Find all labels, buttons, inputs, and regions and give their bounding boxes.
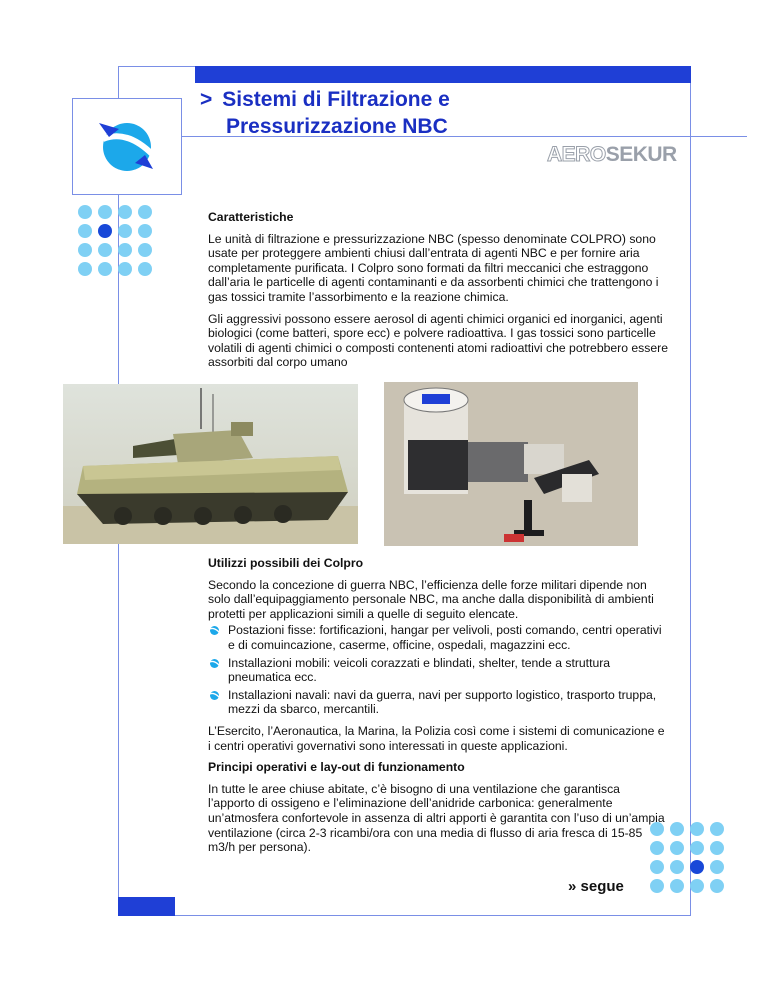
dot [118,205,132,219]
brand-aero: AERO [547,143,606,166]
paragraph: Gli aggressivi possono essere aerosol di agenti chimici organici ed inorganici, agenti biologici (come batteri, spore ecc) e polvere radioattiva. I gas tossici sono particelle volatili di agenti chimici o composti contenenti atomi radioattivi che potrebbero essere assorbiti dal corpo umano [208,311,668,370]
title-line-2: Pressurizzazione NBC [226,115,448,138]
tank-photo [63,384,358,544]
section-utilizzi [208,556,670,855]
paragraph: Le unità di filtrazione e pressurizzazione NBC (spesso denominate COLPRO) sono usate per proteggere ambienti chiusi dall’entrata di agenti NBC e per fornire aria completamente purificata. I Colpro sono formati da filtri meccanici che estraggono dall’aria le particelle di agenti contaminanti e da assorbenti chimici che trattengono i gas tossici tramite l’assorbimento e la reazione chimica. [208,231,659,304]
dot [670,841,684,855]
dot [118,243,132,257]
list-item [208,656,670,685]
bottom-accent-bar [118,897,175,916]
frame-bottom-line [118,915,690,916]
bullet-logo-icon [208,625,221,636]
title-chevron-icon: > [200,88,213,111]
dot [78,262,92,276]
dot [78,205,92,219]
bullet-logo-icon [208,658,221,669]
continue-link[interactable]: » segue [568,878,624,895]
dot [98,224,112,238]
list-item-text: Installazioni mobili: veicoli corazzati e blindati, shelter, tende a struttura pneumatica ecc. [228,655,611,685]
company-logo [72,98,182,195]
paragraph: Secondo la concezione di guerra NBC, l’efficienza delle forze militari dipende non solo dall’equipaggiamento personale NBC, ma anche dalla disponibilità di ambienti protetti per applicazioni simili a quelle di seguito elencate. [208,577,654,621]
section-heading: Caratteristiche [208,210,294,224]
dot [710,860,724,874]
list-item-text: Installazioni navali: navi da guerra, navi per supporto logistico, trasporto truppa, mezzi da sbarco, mercantili. [228,687,657,717]
dot [138,262,152,276]
paragraph: In tutte le aree chiuse abitate, c’è bisogno di una ventilazione che garantisca l’apporto di ossigeno e l’eliminazione dell’anidride carbonica: generalmente un’atmosfera confortevole in assenza di altri apporti è garantita con l’uso di un’ampia ventilazione (circa 2-3 ricambi/ora con una media di flusso di aria fresca di 15-85 m3/h per persona). [208,781,665,855]
page-title [200,86,450,140]
dot [98,205,112,219]
dot [78,243,92,257]
section-caratteristiche [208,210,670,370]
list-item [208,688,670,717]
title-line-1: Sistemi di Filtrazione e [222,88,450,111]
dot [690,822,704,836]
dot [670,822,684,836]
dot [138,243,152,257]
dot [78,224,92,238]
paragraph: L’Esercito, l’Aeronautica, la Marina, la Polizia così come i sistemi di comunicazione e i centri operativi governativi sono interessati in queste applicazioni. [208,723,665,753]
dot [670,860,684,874]
dot [98,243,112,257]
dot [690,841,704,855]
dot [710,822,724,836]
dot [98,262,112,276]
brand-sekur: SEKUR [605,143,677,166]
filter-unit-photo [384,382,638,546]
dot [710,879,724,893]
dot [690,860,704,874]
section-heading: Utilizzi possibili dei Colpro [208,556,364,570]
dot [710,841,724,855]
dot [138,205,152,219]
dot [650,860,664,874]
brand-logo [547,143,677,167]
dot [118,224,132,238]
dot [690,879,704,893]
dot [670,879,684,893]
bullet-logo-icon [208,690,221,701]
section-heading: Principi operativi e lay-out di funzionamento [208,760,465,775]
list-item-text: Postazioni fisse: fortificazioni, hangar per velivoli, posti comando, centri operativi e di comuincazione, caserme, officine, ospedali, magazzini ecc. [228,623,662,652]
top-accent-bar [195,66,691,83]
frame-right-line [690,66,691,916]
dot [650,879,664,893]
list-item [208,623,670,652]
dot [138,224,152,238]
decorative-dots-top [78,205,152,276]
dot [118,262,132,276]
